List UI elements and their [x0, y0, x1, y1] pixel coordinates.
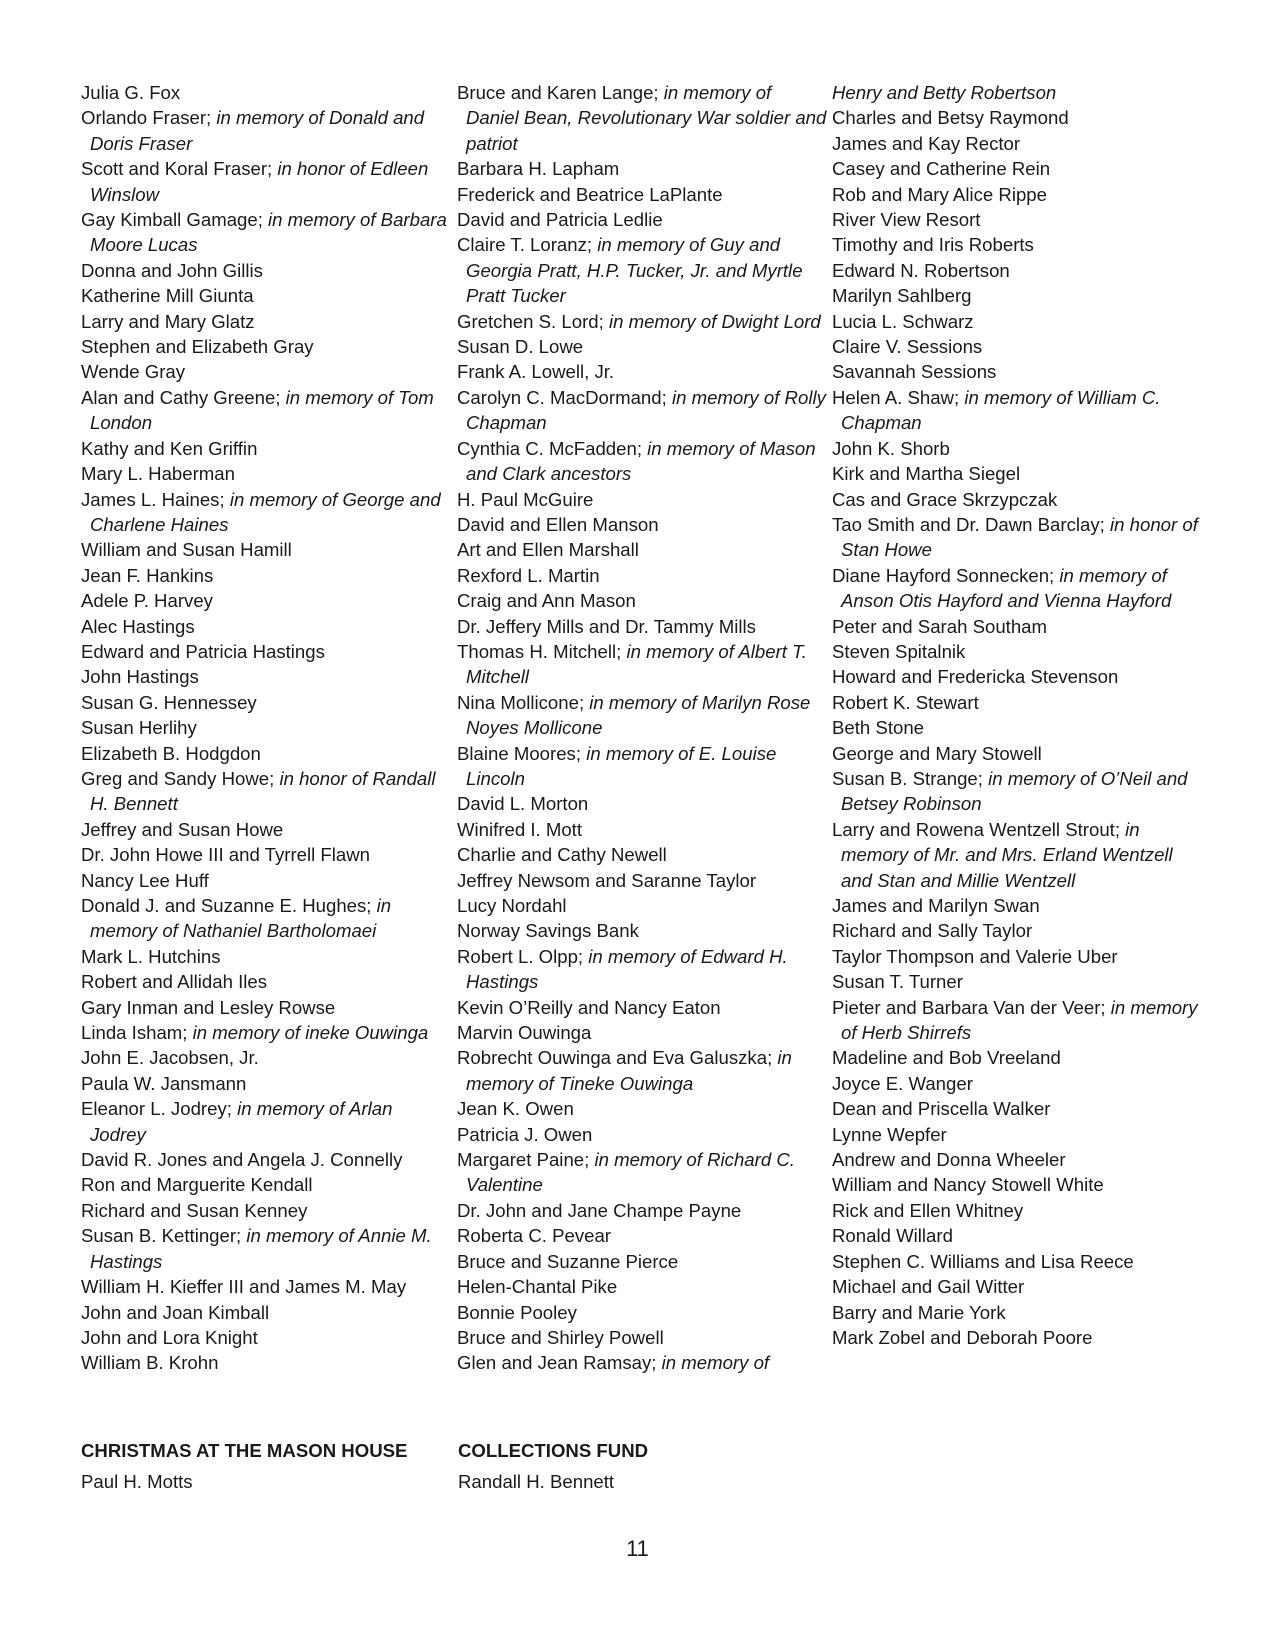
dedication-note: in memory of Albert T. Mitchell [466, 640, 807, 688]
donor-name: Craig and Ann Mason [457, 590, 636, 612]
donor-entry [81, 207, 453, 258]
donor-entry [832, 995, 1204, 1046]
donor-entry [832, 893, 1204, 918]
donor-name: Dr. John Howe III and Tyrrell Flawn [81, 844, 371, 866]
donor-name: Edward and Patricia Hastings [81, 640, 325, 662]
donor-name: H. Paul McGuire [457, 488, 594, 510]
dedication-note: in memory of George and Charlene Haines [90, 488, 441, 535]
donor-name: Andrew and Donna Wheeler [832, 1149, 1066, 1171]
donor-name: John and Lora Knight [81, 1326, 258, 1348]
donor-entry [832, 1325, 1204, 1350]
donor-entry [81, 995, 453, 1020]
donor-name: Art and Ellen Marshall [457, 539, 639, 561]
donor-name: Rexford L. Martin [457, 564, 600, 586]
donor-entry [832, 969, 1204, 994]
donor-entry [81, 436, 453, 461]
donor-entry [832, 1198, 1204, 1223]
donor-name: Claire V. Sessions [832, 336, 983, 358]
donor-column-3 [832, 80, 1204, 1350]
donor-entry [832, 639, 1204, 664]
donor-name: Cas and Grace Skrzypczak [832, 488, 1058, 510]
donor-name: Dean and Priscella Walker [832, 1098, 1051, 1120]
donor-name: Pieter and Barbara Van der Veer; [832, 996, 1111, 1018]
donor-entry [832, 1223, 1204, 1248]
donor-entry [832, 1147, 1204, 1172]
donor-name: Katherine Mill Giunta [81, 285, 254, 307]
donor-entry [457, 1045, 829, 1096]
donor-name: Gay Kimball Gamage; [81, 209, 269, 231]
donor-name: Jean F. Hankins [81, 564, 214, 586]
donor-entry [457, 893, 829, 918]
donor-name: Donna and John Gillis [81, 259, 263, 281]
donor-entry [457, 868, 829, 893]
dedication-note: in honor of Edleen Winslow [90, 158, 429, 205]
donor-name: Kirk and Martha Siegel [832, 463, 1021, 485]
donor-entry [81, 334, 453, 359]
donor-name: Peter and Sarah Southam [832, 615, 1047, 637]
donor-entry [457, 1223, 829, 1248]
donor-entry [832, 1045, 1204, 1070]
donor-name: Lucia L. Schwarz [832, 310, 974, 332]
donor-name: Adele P. Harvey [81, 590, 213, 612]
donor-name: Jeffrey Newsom and Saranne Taylor [457, 869, 757, 891]
donor-name: Blaine Moores; [457, 742, 587, 764]
donor-name: River View Resort [832, 209, 981, 231]
donor-name: Wende Gray [81, 361, 186, 383]
donor-name: John Hastings [81, 666, 199, 688]
dedication-note: in memory of Donald and Doris Fraser [90, 107, 425, 154]
donor-name: Frank A. Lowell, Jr. [457, 361, 615, 383]
donor-entry [832, 334, 1204, 359]
donor-entry [81, 817, 453, 842]
donor-name: Kathy and Ken Griffin [81, 437, 258, 459]
donor-name: Rob and Mary Alice Rippe [832, 183, 1047, 205]
page-number: 11 [626, 1536, 649, 1561]
donor-entry [457, 1274, 829, 1299]
donor-entry [832, 131, 1204, 156]
donor-entry [457, 1020, 829, 1045]
donor-entry [832, 436, 1204, 461]
donor-entry [457, 385, 829, 436]
donor-name: Helen-Chantal Pike [457, 1276, 618, 1298]
donor-name: John K. Shorb [832, 437, 950, 459]
donor-name: Mary L. Haberman [81, 463, 235, 485]
donor-column-1 [81, 80, 453, 1376]
donor-entry [81, 842, 453, 867]
donor-entry [81, 664, 453, 689]
donor-entry [81, 1274, 453, 1299]
donor-name: Stephen C. Williams and Lisa Reece [832, 1250, 1134, 1272]
donor-entry [457, 80, 829, 156]
donor-entry [457, 359, 829, 384]
donor-entry [832, 614, 1204, 639]
donor-entry [457, 690, 829, 741]
donor-entry [81, 614, 453, 639]
donor-name: Gary Inman and Lesley Rowse [81, 996, 336, 1018]
donor-entry [457, 1147, 829, 1198]
dedication-note: in memory of Anson Otis Hayford and Vienna Hayford [841, 564, 1172, 612]
donor-name: Julia G. Fox [81, 82, 181, 103]
donor-entry [457, 1198, 829, 1223]
donor-name: Lucy Nordahl [457, 895, 567, 916]
donor-name: Ronald Willard [832, 1225, 953, 1247]
donor-name: Nancy Lee Huff [81, 869, 209, 891]
donor-name: William B. Krohn [81, 1352, 219, 1374]
donor-name: Orlando Fraser; [81, 107, 217, 129]
donor-entry [457, 842, 829, 867]
donor-entry [81, 741, 453, 766]
donor-name: Dr. Jeffery Mills and Dr. Tammy Mills [457, 615, 756, 637]
donor-name: Nina Mollicone; [457, 691, 590, 713]
donor-entry [81, 80, 453, 105]
donor-entry [832, 182, 1204, 207]
dedication-note: in memory of Richard C. Valentine [466, 1149, 795, 1196]
donor-entry [832, 563, 1204, 614]
donor-entry [832, 1274, 1204, 1299]
donor-entry [81, 537, 453, 562]
donor-entry [457, 817, 829, 842]
donor-entry [457, 182, 829, 207]
donor-entry [81, 893, 453, 944]
donor-name: Joyce E. Wanger [832, 1072, 973, 1094]
donor-name: Steven Spitalnik [832, 640, 966, 662]
donor-name: Barry and Marie York [832, 1301, 1006, 1323]
dedication-note: in memory of Guy and Georgia Pratt, H.P. Tucker, Jr. and Myrtle Pratt Tucker [466, 234, 803, 307]
donor-entry [457, 1096, 829, 1121]
dedication-note: in memory of O’Neil and Betsey Robinson [841, 767, 1188, 815]
donor-name: Howard and Fredericka Stevenson [832, 666, 1119, 688]
donor-entry [832, 156, 1204, 181]
donor-name: Eleanor L. Jodrey; [81, 1098, 238, 1120]
collections-section [458, 1438, 818, 1494]
donor-entry [81, 944, 453, 969]
donor-name: Lynne Wepfer [832, 1123, 947, 1145]
donor-entry [832, 918, 1204, 943]
donor-name: Norway Savings Bank [457, 920, 639, 942]
dedication-note: in memory of Dwight Lord [608, 310, 821, 332]
donor-name: Jeffrey and Susan Howe [81, 818, 284, 840]
donor-name: Susan B. Strange; [832, 767, 989, 789]
donor-entry [832, 690, 1204, 715]
dedication-note: in memory of ineke Ouwinga [192, 1022, 429, 1044]
donor-entry [457, 918, 829, 943]
donor-entry [81, 1045, 453, 1070]
donor-name: Donald J. and Suzanne E. Hughes; [81, 895, 377, 916]
dedication-note: in memory of Daniel Bean, Revolutionary War soldier and patriot [466, 82, 827, 154]
donor-entry [457, 1300, 829, 1325]
donor-name: Greg and Sandy Howe; [81, 767, 280, 789]
donor-entry [81, 1300, 453, 1325]
donor-entry [81, 1071, 453, 1096]
donor-name: Carolyn C. MacDormand; [457, 386, 672, 408]
donor-name: Charles and Betsy Raymond [832, 107, 1069, 129]
donor-name: Roberta C. Pevear [457, 1225, 611, 1247]
donor-entry [832, 80, 1204, 105]
dedication-note: in memory of Rolly Chapman [466, 386, 826, 434]
donor-name: William H. Kieffer III and James M. May [81, 1276, 407, 1298]
donor-entry [81, 156, 453, 207]
donor-name: James L. Haines; [81, 488, 230, 510]
donor-entry [457, 588, 829, 613]
dedication-note: in memory of E. Louise Lincoln [466, 742, 777, 789]
donor-name: Jean K. Owen [457, 1098, 574, 1120]
donor-name: Madeline and Bob Vreeland [832, 1047, 1061, 1069]
donor-name: Diane Hayford Sonnecken; [832, 564, 1060, 586]
donor-entry [81, 1325, 453, 1350]
dedication-note: in memory of William C. Chapman [841, 386, 1161, 434]
donor-entry [81, 1147, 453, 1172]
donor-entry [832, 512, 1204, 563]
donor-name: Timothy and Iris Roberts [832, 234, 1034, 256]
donor-entry [832, 1071, 1204, 1096]
donor-entry [81, 487, 453, 538]
donor-entry [81, 461, 453, 486]
donor-name: Thomas H. Mitchell; [457, 640, 627, 662]
donor-entry [81, 105, 453, 156]
donor-name: Beth Stone [832, 717, 925, 739]
donor-entry [81, 690, 453, 715]
dedication-note: in memory of Mason and Clark ancestors [466, 437, 816, 485]
donor-entry [81, 766, 453, 817]
donor-name: Barbara H. Lapham [457, 158, 620, 180]
donor-name: Richard and Susan Kenney [81, 1199, 308, 1221]
donor-name: Bruce and Suzanne Pierce [457, 1250, 679, 1272]
donor-entry [457, 309, 829, 334]
donor-entry [832, 1096, 1204, 1121]
donor-name: George and Mary Stowell [832, 742, 1042, 764]
donor-column-2 [457, 80, 829, 1376]
donor-name: Susan B. Kettinger; [81, 1225, 247, 1247]
donor-name: Charlie and Cathy Newell [457, 844, 667, 866]
donor-entry [832, 105, 1204, 130]
donor-name: Michael and Gail Witter [832, 1276, 1025, 1298]
donor-entry [457, 1122, 829, 1147]
donor-name: Casey and Catherine Rein [832, 158, 1051, 180]
donor-name: Rick and Ellen Whitney [832, 1199, 1024, 1221]
donor-entry [457, 563, 829, 588]
donor-entry [457, 944, 829, 995]
donor-entry [457, 512, 829, 537]
donor-name: Susan G. Hennessey [81, 691, 257, 713]
donor-entry [81, 1350, 453, 1375]
dedication-note: in memory of Nathaniel Bartholomaei [90, 895, 392, 942]
donor-name: Stephen and Elizabeth Gray [81, 336, 314, 358]
donor-name: Gretchen S. Lord; [457, 310, 609, 332]
donor-name: Kevin O’Reilly and Nancy Eaton [457, 996, 721, 1018]
donor-entry [832, 741, 1204, 766]
donor-entry [832, 207, 1204, 232]
donor-name: Bonnie Pooley [457, 1301, 577, 1323]
donor-name: Robert K. Stewart [832, 691, 979, 713]
donor-entry [832, 309, 1204, 334]
donor-name: David and Ellen Manson [457, 513, 659, 535]
donor-name: Scott and Koral Fraser; [81, 158, 278, 180]
donor-entry [81, 359, 453, 384]
donor-name: David and Patricia Ledlie [457, 209, 663, 231]
donor-name: David R. Jones and Angela J. Connelly [81, 1149, 403, 1171]
dedication-note: in memory of Tom London [90, 386, 434, 434]
donor-name: Tao Smith and Dr. Dawn Barclay; [832, 513, 1110, 535]
donor-entry [81, 588, 453, 613]
dedication-note: in memory of [661, 1352, 770, 1374]
donor-name: Larry and Mary Glatz [81, 310, 255, 332]
donor-entry [457, 791, 829, 816]
donor-entry [457, 207, 829, 232]
section-entry: Paul H. Motts [81, 1471, 193, 1492]
donor-entry [832, 766, 1204, 817]
donor-entry [832, 715, 1204, 740]
donor-name: Elizabeth B. Hodgdon [81, 742, 261, 764]
donor-entry [832, 1122, 1204, 1147]
dedication-note: in memory of Tineke Ouwinga [466, 1047, 792, 1094]
donor-entry [457, 436, 829, 487]
donor-entry [832, 385, 1204, 436]
donor-name: Ron and Marguerite Kendall [81, 1174, 313, 1196]
donor-name: Susan D. Lowe [457, 336, 584, 358]
donor-name: Frederick and Beatrice LaPlante [457, 183, 723, 205]
donor-entry [832, 1172, 1204, 1197]
donor-name: Mark L. Hutchins [81, 945, 221, 967]
donor-entry [457, 537, 829, 562]
donor-entry [81, 1198, 453, 1223]
donor-name: Cynthia C. McFadden; [457, 437, 648, 459]
dedication-note: in memory of Barbara Moore Lucas [90, 209, 447, 256]
dedication-note: in honor of Stan Howe [841, 513, 1198, 561]
donor-name: Marilyn Sahlberg [832, 285, 972, 307]
donor-entry [81, 309, 453, 334]
donor-entry [457, 995, 829, 1020]
donor-entry [832, 664, 1204, 689]
donor-name: Patricia J. Owen [457, 1123, 593, 1145]
donor-name: Glen and Jean Ramsay; [457, 1352, 662, 1374]
dedication-note: Henry and Betty Robertson [832, 82, 1057, 103]
donor-entry [81, 1172, 453, 1197]
donor-entry [457, 639, 829, 690]
donor-entry [457, 1249, 829, 1274]
donor-entry [81, 1020, 453, 1045]
donor-name: John E. Jacobsen, Jr. [81, 1047, 259, 1069]
section-heading: CHRISTMAS AT THE MASON HOUSE [81, 1440, 408, 1461]
donor-entry [457, 156, 829, 181]
donor-name: Margaret Paine; [457, 1149, 595, 1171]
donor-entry [81, 715, 453, 740]
donor-entry [457, 741, 829, 792]
donor-name: David L. Morton [457, 793, 589, 815]
donor-name: Susan Herlihy [81, 717, 197, 739]
donor-name: Alan and Cathy Greene; [81, 386, 286, 408]
donor-entry [81, 563, 453, 588]
donor-entry [81, 283, 453, 308]
dedication-note: in memory of Edward H. Hastings [466, 945, 788, 993]
donor-entry [832, 817, 1204, 893]
donor-name: Richard and Sally Taylor [832, 920, 1033, 942]
dedication-note: in memory of Annie M. Hastings [90, 1225, 432, 1272]
donor-entry [457, 487, 829, 512]
donor-name: William and Susan Hamill [81, 539, 292, 561]
section-heading: COLLECTIONS FUND [458, 1440, 649, 1461]
donor-name: Larry and Rowena Wentzell Strout; [832, 818, 1126, 840]
donor-name: Bruce and Shirley Powell [457, 1326, 664, 1348]
donor-entry [832, 283, 1204, 308]
donor-entry [81, 639, 453, 664]
donor-entry [81, 1096, 453, 1147]
donor-name: John and Joan Kimball [81, 1301, 270, 1323]
donor-entry [832, 487, 1204, 512]
dedication-note: in memory of Arlan Jodrey [90, 1098, 393, 1145]
donor-entry [81, 1223, 453, 1274]
donor-name: Claire T. Loranz; [457, 234, 598, 256]
donor-entry [457, 334, 829, 359]
donor-name: Bruce and Karen Lange; [457, 82, 664, 103]
section-entry: Randall H. Bennett [458, 1471, 615, 1492]
donor-entry [832, 1249, 1204, 1274]
donor-entry [457, 232, 829, 308]
donor-entry [832, 359, 1204, 384]
donor-entry [457, 614, 829, 639]
donor-name: James and Kay Rector [832, 132, 1021, 154]
donor-name: James and Marilyn Swan [832, 895, 1040, 916]
christmas-section [81, 1438, 441, 1494]
donor-name: Marvin Ouwinga [457, 1022, 592, 1044]
donor-entry [81, 258, 453, 283]
donor-name: Taylor Thompson and Valerie Uber [832, 945, 1118, 967]
donor-entry [832, 1300, 1204, 1325]
dedication-note: in honor of Randall H. Bennett [90, 767, 436, 815]
donor-name: Paula W. Jansmann [81, 1072, 247, 1094]
donor-name: Winifred I. Mott [457, 818, 583, 840]
donor-entry [457, 1325, 829, 1350]
donor-name: Robrecht Ouwinga and Eva Galuszka; [457, 1047, 778, 1069]
donor-entry [81, 969, 453, 994]
donor-entry [81, 868, 453, 893]
donor-name: Linda Isham; [81, 1022, 193, 1044]
donor-name: Edward N. Robertson [832, 259, 1010, 281]
donor-name: Susan T. Turner [832, 971, 963, 993]
donor-name: Robert and Allidah Iles [81, 971, 268, 993]
dedication-note: in memory of Herb Shirrefs [841, 996, 1198, 1044]
donor-entry [81, 385, 453, 436]
donor-name: Alec Hastings [81, 615, 195, 637]
donor-entry [832, 258, 1204, 283]
donor-name: Helen A. Shaw; [832, 386, 965, 408]
dedication-note: in memory of Marilyn Rose Noyes Mollicone [466, 691, 811, 739]
donor-entry [832, 232, 1204, 257]
donor-entry [832, 461, 1204, 486]
dedication-note: in memory of Mr. and Mrs. Erland Wentzell and Stan and Millie Wentzell [841, 818, 1173, 891]
donor-name: Mark Zobel and Deborah Poore [832, 1326, 1093, 1348]
donor-name: William and Nancy Stowell White [832, 1174, 1104, 1196]
donor-entry [457, 1350, 829, 1375]
donor-name: Dr. John and Jane Champe Payne [457, 1199, 742, 1221]
donor-entry [832, 944, 1204, 969]
donor-name: Savannah Sessions [832, 361, 997, 383]
donor-name: Robert L. Olpp; [457, 945, 589, 967]
